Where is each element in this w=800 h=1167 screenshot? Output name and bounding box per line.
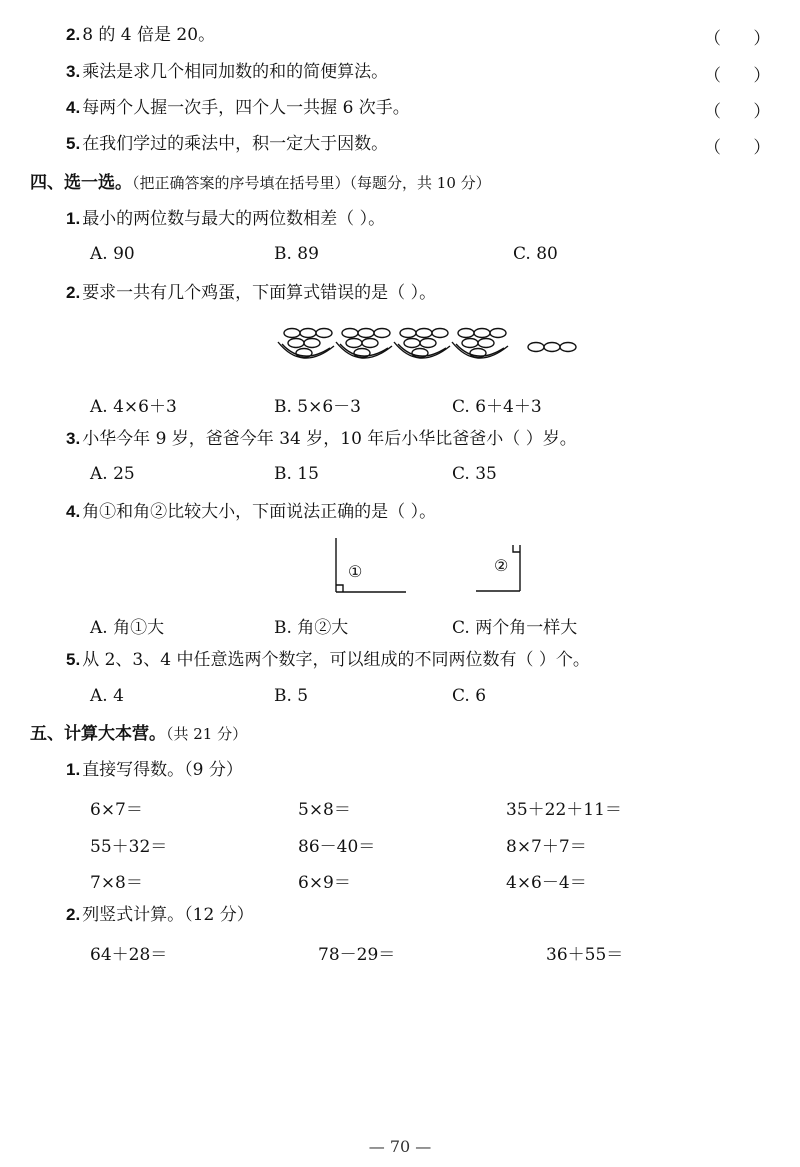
egg-group-4 (452, 329, 508, 359)
egg-group-loose (528, 343, 576, 352)
section-5-heading: 五、计算大本营。（共 21 分） (30, 724, 248, 744)
q5-option-c[interactable]: C. 6 (452, 686, 487, 706)
calc-item[interactable]: 55＋32＝ (90, 837, 168, 857)
judge-question-3: 3. 乘法是求几个相同加数的和的简便算法。 (66, 62, 389, 82)
judge-answer-paren-3[interactable]: （ ） (704, 66, 771, 86)
calc-item[interactable]: 7×8＝ (90, 873, 143, 893)
vertical-calc-item[interactable]: 78－29＝ (318, 945, 396, 965)
q4-option-b[interactable]: B. 角②大 (274, 618, 349, 638)
q5-option-b[interactable]: B. 5 (274, 686, 309, 706)
calc-item[interactable]: 8×7＋7＝ (506, 837, 587, 857)
q2-option-b[interactable]: B. 5×6－3 (274, 397, 361, 417)
q2-option-c[interactable]: C. 6＋4＋3 (452, 397, 542, 417)
calc-item[interactable]: 6×7＝ (90, 800, 143, 820)
judge-question-4: 4. 每两个人握一次手，四个人一共握 6 次手。 (66, 98, 410, 118)
q2-option-a[interactable]: A. 4×6＋3 (90, 397, 177, 417)
choice-question-4: 4. 角①和角②比较大小，下面说法正确的是（ ）。 (66, 502, 437, 522)
q1-option-a[interactable]: A. 90 (90, 244, 135, 264)
judge-question-2: 2. 8 的 4 倍是 20。 (66, 25, 216, 45)
calc-item[interactable]: 5×8＝ (298, 800, 351, 820)
angle-1-label: ① (348, 562, 363, 581)
q1-option-b[interactable]: B. 89 (274, 244, 319, 264)
q4-option-c[interactable]: C. 两个角一样大 (452, 618, 578, 638)
judge-answer-paren-4[interactable]: （ ） (704, 102, 771, 122)
calc-item[interactable]: 6×9＝ (298, 873, 351, 893)
vertical-calc-item[interactable]: 64＋28＝ (90, 945, 168, 965)
calc-question-2: 2. 列竖式计算。（12 分） (66, 905, 254, 925)
judge-answer-paren-2[interactable]: （ ） (704, 29, 771, 49)
choice-question-5: 5. 从 2、3、4 中任意选两个数字，可以组成的不同两位数有（ ）个。 (66, 650, 590, 670)
q5-option-a[interactable]: A. 4 (90, 686, 124, 706)
angle-2-label: ② (494, 556, 509, 575)
egg-group-2 (336, 329, 392, 359)
egg-group-1 (278, 329, 334, 359)
choice-question-1: 1. 最小的两位数与最大的两位数相差（ ）。 (66, 209, 386, 229)
egg-group-3 (394, 329, 450, 359)
angle-1-figure (330, 536, 410, 596)
q1-option-c[interactable]: C. 80 (513, 244, 558, 264)
page-number: — 70 — (368, 1137, 432, 1156)
calc-item[interactable]: 86－40＝ (298, 837, 376, 857)
choice-question-3: 3. 小华今年 9 岁，爸爸今年 34 岁，10 年后小华比爸爸小（ ）岁。 (66, 429, 577, 449)
q3-option-c[interactable]: C. 35 (452, 464, 497, 484)
q4-option-a[interactable]: A. 角①大 (90, 618, 165, 638)
q3-option-b[interactable]: B. 15 (274, 464, 319, 484)
calc-item[interactable]: 4×6－4＝ (506, 873, 587, 893)
q3-option-a[interactable]: A. 25 (90, 464, 135, 484)
calc-question-1: 1. 直接写得数。（9 分） (66, 760, 243, 780)
judge-answer-paren-5[interactable]: （ ） (704, 138, 771, 158)
calc-item[interactable]: 35＋22＋11＝ (506, 800, 622, 820)
eggs-illustration (272, 322, 582, 374)
judge-question-5: 5. 在我们学过的乘法中，积一定大于因数。 (66, 134, 389, 154)
vertical-calc-item[interactable]: 36＋55＝ (546, 945, 624, 965)
choice-question-2: 2. 要求一共有几个鸡蛋，下面算式错误的是（ ）。 (66, 283, 437, 303)
section-4-heading: 四、选一选。（把正确答案的序号填在括号里）（每题分，共 10 分） (30, 173, 491, 193)
